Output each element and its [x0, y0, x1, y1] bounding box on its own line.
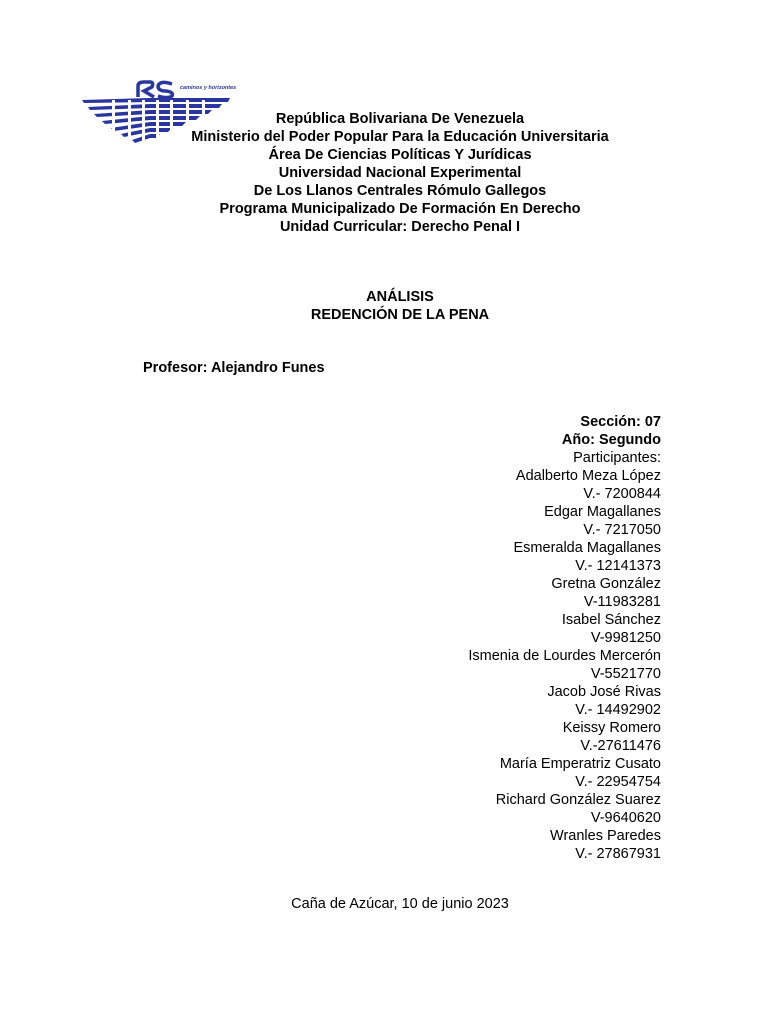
participant-name: Edgar Magallanes — [544, 504, 661, 520]
header-line: De Los Llanos Centrales Rómulo Gallegos — [253, 183, 547, 199]
header-line: Ministerio del Poder Popular Para la Educación Universitaria — [191, 129, 609, 145]
participant-id: V.- 14492902 — [575, 702, 661, 718]
participant-id: V-11983281 — [583, 594, 661, 610]
participants-label: Participantes: — [573, 450, 661, 466]
participant-id: V.- 7217050 — [583, 522, 661, 538]
participant-name: Ismenia de Lourdes Mercerón — [468, 648, 661, 664]
professor-line: Profesor: Alejandro Funes — [143, 360, 325, 376]
participant-id: V.- 22954754 — [575, 774, 661, 790]
header-line: Programa Municipalizado De Formación En Derecho — [219, 201, 581, 217]
participant-id: V.- 12141373 — [575, 558, 661, 574]
title-line-1: ANÁLISIS — [366, 289, 434, 305]
participant-name: Keissy Romero — [562, 720, 661, 736]
participant-id: V.- 7200844 — [583, 486, 661, 502]
participants-block — [468, 413, 661, 863]
place-date: Caña de Azúcar, 10 de junio 2023 — [291, 896, 509, 912]
header-line: Unidad Curricular: Derecho Penal I — [279, 219, 521, 235]
section-label: Sección: 07 — [580, 414, 661, 430]
participant-name: Wranles Paredes — [550, 828, 661, 844]
title-line-2: REDENCIÓN DE LA PENA — [310, 307, 490, 323]
participant-name: Jacob José Rivas — [547, 684, 661, 700]
participant-name: Gretna González — [551, 576, 661, 592]
participant-id: V-5521770 — [590, 666, 661, 682]
participant-name: María Emperatriz Cusato — [499, 756, 661, 772]
participant-name: Adalberto Meza López — [515, 468, 661, 484]
participant-id: V.-27611476 — [580, 738, 661, 754]
participant-id: V-9981250 — [590, 630, 661, 646]
header-line: República Bolivariana De Venezuela — [275, 111, 525, 127]
year-label: Año: Segundo — [561, 432, 661, 448]
participant-name: Isabel Sánchez — [561, 612, 661, 628]
institution-header — [0, 110, 768, 236]
header-line: Área De Ciencias Políticas Y Jurídicas — [268, 147, 532, 163]
participant-name: Esmeralda Magallanes — [513, 540, 661, 556]
document-title — [0, 288, 768, 324]
participant-name: Richard González Suarez — [495, 792, 661, 808]
participant-id: V-9640620 — [590, 810, 661, 826]
logo-slogan: caminos y horizontes — [180, 85, 237, 91]
header-line: Universidad Nacional Experimental — [278, 165, 522, 181]
participant-id: V.- 27867931 — [575, 846, 661, 862]
